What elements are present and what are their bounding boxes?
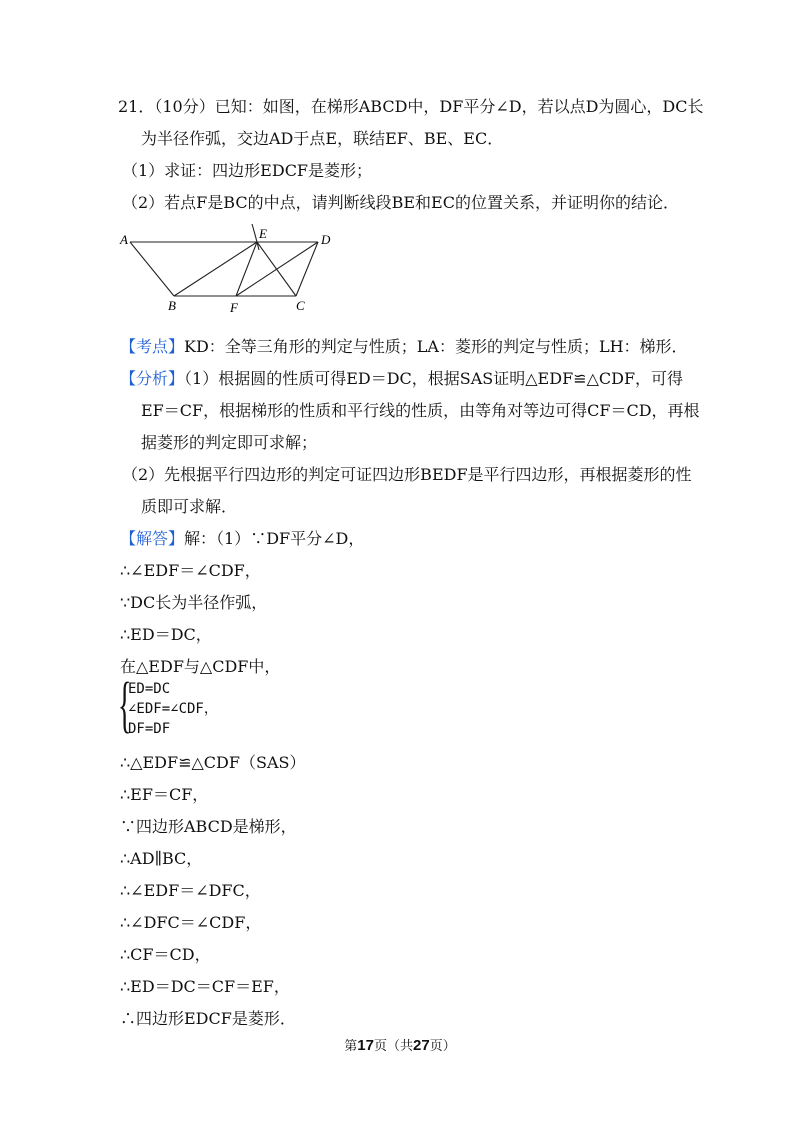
jieda-step: ∵DC长为半径作弧， xyxy=(120,593,268,612)
jieda-step: ∴ED＝DC＝CF＝EF， xyxy=(120,977,290,996)
fenxi-line-3: 据菱形的判定即可求解； xyxy=(141,433,318,452)
system-eq-3: DF=DF xyxy=(128,721,171,737)
label-b: B xyxy=(168,298,176,313)
label-e: E xyxy=(259,226,267,241)
jieda-step: ∴∠EDF＝∠DFC， xyxy=(120,881,261,900)
footer-page-number: 17 xyxy=(357,1037,374,1054)
fenxi-line-1 xyxy=(120,368,683,390)
footer-pre: 第 xyxy=(344,1038,358,1053)
system-brace: { xyxy=(118,671,132,739)
jieda-step: ∴CF＝CD， xyxy=(120,945,211,964)
footer-post: 页） xyxy=(429,1038,456,1053)
jieda-step: 在△EDF与△CDF中， xyxy=(120,657,281,676)
fenxi-line-4: （2）先根据平行四边形的判定可证四边形BEDF是平行四边形，再根据菱形的性 xyxy=(122,465,692,484)
jieda-first: 解：（1）∵DF平分∠D， xyxy=(184,529,365,548)
jieda-step: ∴AD∥BC， xyxy=(120,849,203,868)
label-a: A xyxy=(120,232,128,247)
footer-mid: 页（共 xyxy=(373,1038,413,1053)
system-eq-1: ED=DC xyxy=(128,681,171,697)
trapezoid-figure xyxy=(118,222,340,318)
jieda-step: ∴∠EDF＝∠CDF， xyxy=(120,561,261,580)
label-f: F xyxy=(230,300,238,315)
footer-total-pages: 27 xyxy=(413,1037,430,1054)
jieda-step: ∴四边形EDCF是菱形． xyxy=(120,1009,296,1028)
system-eq-2: ∠EDF=∠CDF， xyxy=(128,701,218,717)
jieda-step: ∴∠DFC＝∠CDF， xyxy=(120,913,262,932)
fenxi-line-5: 质即可求解． xyxy=(141,497,238,516)
jieda-step: ∴EF＝CF， xyxy=(120,785,209,804)
segment-ec xyxy=(257,242,296,296)
kaodian-line xyxy=(120,336,688,358)
segment-ef xyxy=(236,242,257,296)
fenxi-line-2: EF＝CF，根据梯形的性质和平行线的性质，由等角对等边可得CF＝CD，再根 xyxy=(141,401,700,420)
jieda-step: ∵四边形ABCD是梯形， xyxy=(120,817,297,836)
jieda-tag: 【解答】 xyxy=(120,529,185,548)
segment-cd xyxy=(296,242,318,296)
label-d: D xyxy=(321,232,331,247)
problem-line-1: 21．（10分）已知：如图，在梯形ABCD中，DF平分∠D，若以点D为圆心，DC长 xyxy=(118,97,704,116)
kaodian-text: KD：全等三角形的判定与性质；LA：菱形的判定与性质；LH：梯形． xyxy=(184,337,688,356)
jieda-step: ∴ED＝DC， xyxy=(120,625,212,644)
question-2: （2）若点F是BC的中点，请判断线段BE和EC的位置关系，并证明你的结论． xyxy=(122,193,679,212)
jieda-line-1 xyxy=(120,528,364,550)
segment-be xyxy=(174,242,257,296)
fenxi-tag: 【分析】 xyxy=(120,369,185,388)
fenxi-text-1: （1）根据圆的性质可得ED＝DC，根据SAS证明△EDF≌△CDF，可得 xyxy=(184,369,684,388)
kaodian-tag: 【考点】 xyxy=(120,337,185,356)
label-c: C xyxy=(296,298,305,313)
problem-line-2: 为半径作弧，交边AD于点E，联结EF、BE、EC． xyxy=(141,129,504,148)
jieda-step: ∴△EDF≌△CDF（SAS） xyxy=(120,753,306,772)
segment-ab xyxy=(130,242,174,296)
question-1: （1）求证：四边形EDCF是菱形； xyxy=(122,161,373,180)
page-footer xyxy=(0,1035,800,1054)
